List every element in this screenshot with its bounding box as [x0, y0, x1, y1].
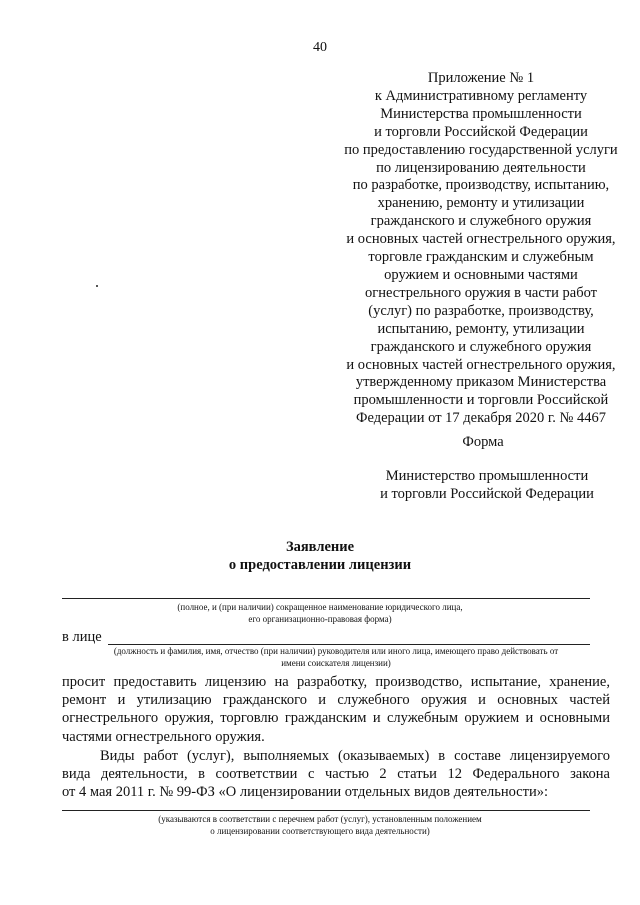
appendix-line: по разработке, производству, испытанию,	[352, 177, 610, 194]
appendix-line: Федерации от 17 декабря 2020 г. № 4467	[356, 410, 606, 427]
org-name-caption	[90, 601, 550, 625]
addressee-line: и торговли Российской Федерации	[380, 485, 594, 502]
works-paragraph	[62, 747, 610, 802]
works-caption	[90, 813, 550, 837]
appendix-header	[320, 70, 640, 428]
appendix-line: и основных частей огнестрельного оружия,	[346, 231, 616, 248]
appendix-line: утвержденному приказом Министерства	[355, 374, 607, 391]
appendix-line: гражданского и служебного оружия	[370, 338, 592, 355]
appendix-line: промышленности и торговли Российской	[353, 392, 609, 409]
document-title	[180, 538, 460, 574]
appendix-line: торговле гражданским и служебным	[368, 249, 594, 266]
page-number: 40	[313, 40, 327, 55]
appendix-line: по лицензированию деятельности	[376, 159, 586, 176]
appendix-line: к Административному регламенту	[374, 87, 588, 104]
caption-line: его организационно-правовая форма)	[248, 614, 392, 624]
appendix-line: и торговли Российской Федерации	[374, 123, 588, 140]
appendix-line: (услуг) по разработке, производству,	[368, 302, 594, 319]
appendix-line: испытанию, ремонту, утилизации	[377, 320, 585, 337]
form-label: Форма	[462, 434, 504, 450]
appendix-line: огнестрельного оружия в части работ	[365, 284, 597, 301]
paragraph-line: огнестрельного оружия, торговлю гражданским и служебным оружием и основными	[62, 710, 610, 727]
title-line: о предоставлении лицензии	[228, 557, 412, 573]
addressee-line: Министерство промышленности	[385, 468, 589, 484]
appendix-line: гражданского и служебного оружия	[370, 213, 592, 230]
paragraph-line: ремонт и утилизацию гражданского и служебного оружия и основных частей	[62, 692, 610, 709]
works-blank-line[interactable]	[62, 810, 590, 811]
appendix-line: Приложение № 1	[427, 70, 535, 86]
representative-caption	[62, 645, 610, 669]
caption-line: имени соискателя лицензии)	[281, 658, 391, 668]
scan-speck	[96, 285, 98, 287]
title-line: Заявление	[285, 539, 355, 555]
appendix-line: Министерства промышленности	[380, 105, 582, 122]
addressee-block	[360, 468, 614, 503]
paragraph-line: от 4 мая 2011 г. № 99-ФЗ «О лицензировании отдельных видов деятельности»:	[62, 784, 548, 801]
caption-line: о лицензировании соответствующего вида деятельности)	[210, 826, 430, 836]
request-paragraph	[62, 673, 610, 746]
paragraph-line: просит предоставить лицензию на разработку, производство, испытание, хранение,	[62, 674, 610, 690]
paragraph-line: частями огнестрельного оружия.	[62, 728, 265, 745]
appendix-line: оружием и основными частями	[384, 266, 578, 283]
paragraph-line: Виды работ (услуг), выполняемых (оказываемых) в составе лицензируемого	[100, 748, 610, 764]
caption-line: (указываются в соответствии с перечнем работ (услуг), установленным положением	[158, 814, 482, 824]
org-name-blank-line[interactable]	[62, 598, 590, 599]
appendix-line: хранению, ремонту и утилизации	[377, 195, 585, 212]
caption-line: (полное, и (при наличии) сокращенное наименование юридического лица,	[177, 602, 463, 612]
paragraph-line: вида деятельности, в соответствии с частью 2 статьи 12 Федерального закона	[62, 766, 610, 783]
in-person-label: в лице	[62, 629, 102, 645]
appendix-line: и основных частей огнестрельного оружия,	[346, 356, 616, 373]
appendix-line: по предоставлению государственной услуги	[344, 141, 618, 158]
caption-line: (должность и фамилия, имя, отчество (при наличии) руководителя или иного лица, имеющего право действовать от	[113, 646, 559, 656]
